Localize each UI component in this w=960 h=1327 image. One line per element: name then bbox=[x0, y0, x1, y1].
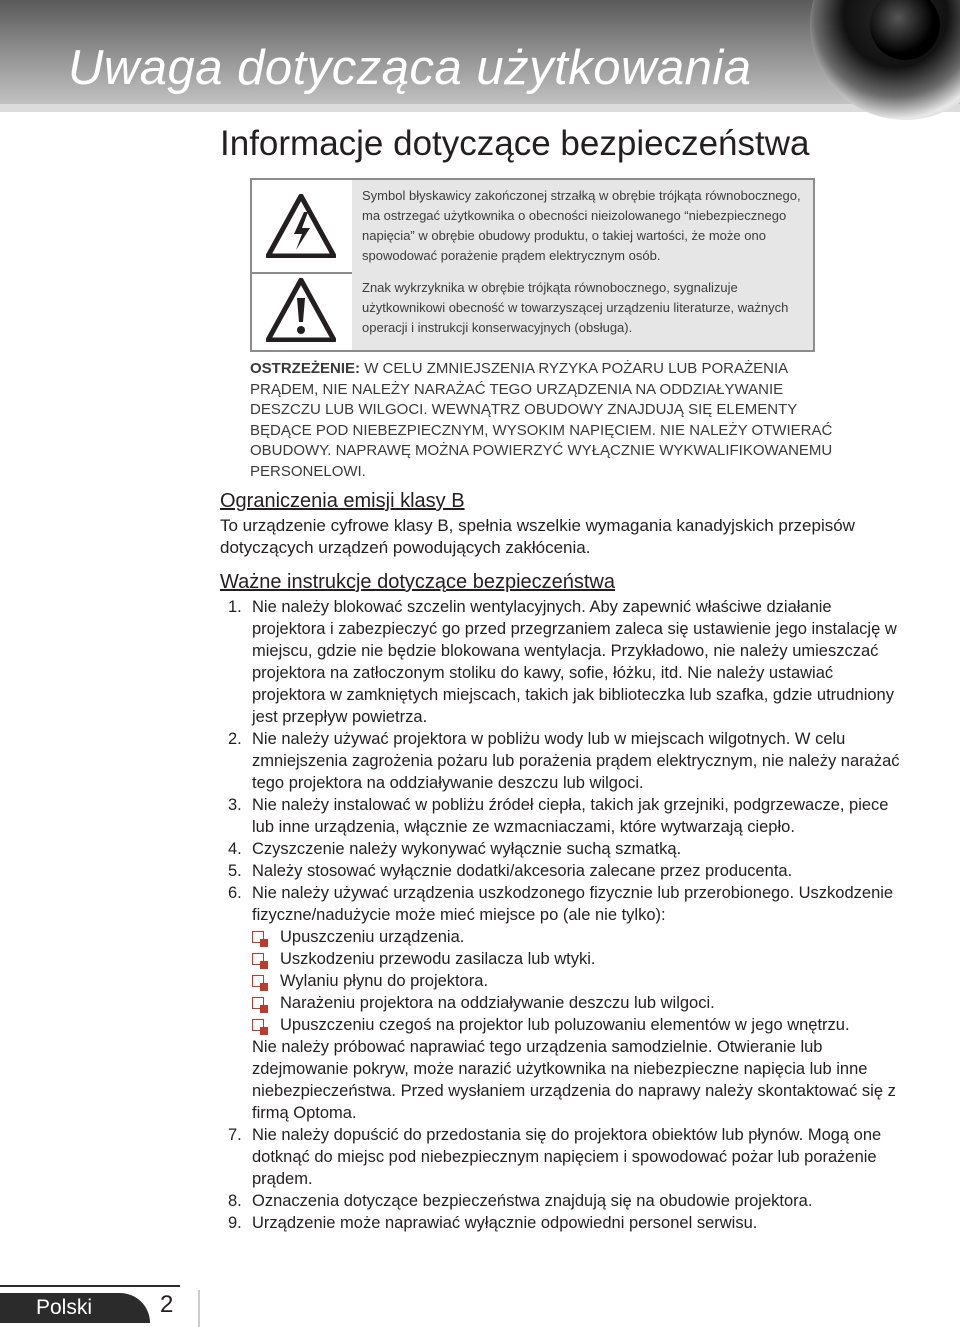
list-item bbox=[228, 794, 908, 838]
list-item bbox=[228, 860, 908, 882]
list-item bbox=[228, 1124, 908, 1190]
bullet-item bbox=[252, 970, 908, 992]
icon-cell bbox=[252, 180, 354, 272]
checkbox-bullet-icon bbox=[252, 953, 264, 965]
list-item bbox=[228, 838, 908, 860]
checkbox-bullet-icon bbox=[252, 975, 264, 987]
item-text: Nie należy blokować szczelin wentylacyjnych. Aby zapewnić właściwe działanie projektora i zabezpieczyć go przed przegrzaniem zaleca się ustawienie jego instalację w miejscu, gdzie nie będzie blokowana wentylacja. Przykładowo, nie należy umieszczać projektora na zatłoczonym stoliku do kawy, sofie, łóżku, itd. Nie należy ustawiać projektora w zamkniętych miejscach, takich jak biblioteczka lub szafka, gdzie utrudniony jest przepływ powietrza. bbox=[252, 598, 897, 726]
item-number: 8. bbox=[228, 1192, 242, 1210]
list-item bbox=[228, 1190, 908, 1212]
damage-bullet-list bbox=[252, 926, 908, 1036]
item-number: 1. bbox=[228, 598, 242, 616]
item-text: Nie należy instalować w pobliżu źródeł ciepła, takich jak grzejniki, podgrzewacze, piece lub inne urządzenia, włącznie ze wzmacniaczami, które wytwarzają ciepło. bbox=[252, 796, 889, 836]
safety-symbols-table bbox=[250, 178, 815, 352]
item-followup-text: Nie należy próbować naprawiać tego urządzenia samodzielnie. Otwieranie lub zdejmowanie pokryw, może narazić użytkownika na niebezpieczne napięcia lub inne niebezpieczeństwa. Przed wysłaniem urządzenia do naprawy należy skontaktować się z firmą Optoma. bbox=[252, 1038, 896, 1122]
language-label: Polski bbox=[36, 1296, 93, 1319]
footer-rule bbox=[0, 1285, 180, 1287]
bullet-item bbox=[252, 926, 908, 948]
header-shine bbox=[0, 104, 960, 112]
checkbox-bullet-icon bbox=[252, 997, 264, 1009]
warning-notice bbox=[250, 359, 850, 482]
item-number: 7. bbox=[228, 1126, 242, 1144]
item-text: Oznaczenia dotyczące bezpieczeństwa znajdują się na obudowie projektora. bbox=[252, 1192, 813, 1210]
page-number: 2 bbox=[160, 1291, 174, 1318]
class-b-title: Ograniczenia emisji klasy B bbox=[220, 490, 465, 512]
exclamation-description: Znak wykrzyknika w obrębie trójkąta równobocznego, sygnalizuje użytkownikowi obecność w towarzyszącej urządzeniu literaturze, ważnych operacji i instrukcji konserwacyjnych (obsługa). bbox=[352, 272, 813, 350]
item-number: 2. bbox=[228, 730, 242, 748]
table-row-exclamation bbox=[252, 272, 813, 350]
item-text: Nie należy używać projektora w pobliżu wody lub w miejscach wilgotnych. W celu zmniejszenia zagrożenia pożaru lub porażenia prądem elektrycznym, nie należy narażać tego projektora na oddziaływanie deszczu lub wilgoci. bbox=[252, 730, 900, 792]
list-item bbox=[228, 728, 908, 794]
warning-text: W CELU ZMNIEJSZENIA RYZYKA POŻARU LUB PORAŻENIA PRĄDEM, NIE NALEŻY NARAŻAĆ TEGO URZĄDZENIA NA ODDZIAŁYWANIE DESZCZU LUB WILGOCI. WEWNĄTRZ OBUDOWY ZNAJDUJĄ SIĘ ELEMENTY BĘDĄCE POD NIEBEZPIECZNYM, WYSOKIM NAPIĘCIEM. NIE NALEŻY OTWIERAĆ OBUDOWY. NAPRAWĘ MOŻNA POWIERZYĆ WYŁĄCZNIE WYKWALIFIKOWANEMU PERSONELOWI. bbox=[250, 360, 833, 480]
lightning-triangle-icon bbox=[266, 194, 336, 258]
checkbox-bullet-icon bbox=[252, 1019, 264, 1031]
instructions-title: Ważne instrukcje dotyczące bezpieczeństwa bbox=[220, 571, 615, 593]
bullet-item bbox=[252, 992, 908, 1014]
item-number: 3. bbox=[228, 796, 242, 814]
page-title: Uwaga dotycząca użytkowania bbox=[68, 41, 752, 95]
bullet-text: Upuszczeniu czegoś na projektor lub poluzowaniu elementów w jego wnętrzu. bbox=[280, 1016, 850, 1034]
section-title: Informacje dotyczące bezpieczeństwa bbox=[220, 124, 810, 163]
item-number: 6. bbox=[228, 884, 242, 902]
item-number: 9. bbox=[228, 1214, 242, 1232]
class-b-text: To urządzenie cyfrowe klasy B, spełnia wszelkie wymagania kanadyjskich przepisów dotyczących urządzeń powodujących zakłócenia. bbox=[220, 516, 855, 557]
list-item bbox=[228, 882, 908, 1124]
bullet-text: Uszkodzeniu przewodu zasilacza lub wtyki. bbox=[280, 950, 596, 968]
instructions-list bbox=[228, 596, 908, 1234]
item-number: 5. bbox=[228, 862, 242, 880]
bullet-item bbox=[252, 948, 908, 970]
exclamation-triangle-icon bbox=[266, 278, 336, 342]
item-text: Należy stosować wyłącznie dodatki/akcesoria zalecane przez producenta. bbox=[252, 862, 793, 880]
bullet-text: Narażeniu projektora na oddziaływanie deszczu lub wilgoci. bbox=[280, 994, 715, 1012]
bullet-text: Wylaniu płynu do projektora. bbox=[280, 972, 489, 990]
checkbox-bullet-icon bbox=[252, 931, 264, 943]
lightning-description: Symbol błyskawicy zakończonej strzałką w obrębie trójkąta równobocznego, ma ostrzegać użytkownika o obecności nieizolowanego “niebezpiecznego napięcia” w obrębie obudowy produktu, o takiej wartości, że może ono spowodować porażenie prądem elektrycznym osób. bbox=[352, 180, 813, 272]
language-tab bbox=[0, 1293, 150, 1323]
list-item bbox=[228, 596, 908, 728]
item-text: Nie należy dopuścić do przedostania się do projektora obiektów lub płynów. Mogą one dotknąć do miejsc pod niebezpiecznym napięciem i spowodować pożar lub porażenie prądem. bbox=[252, 1126, 882, 1188]
item-text: Czyszczenie należy wykonywać wyłącznie suchą szmatką. bbox=[252, 840, 682, 858]
item-text: Urządzenie może naprawiać wyłącznie odpowiedni personel serwisu. bbox=[252, 1214, 758, 1232]
icon-cell bbox=[252, 272, 354, 350]
warning-label: OSTRZEŻENIE: bbox=[250, 360, 361, 377]
bullet-text: Upuszczeniu urządzenia. bbox=[280, 928, 465, 946]
table-row-lightning bbox=[252, 180, 813, 274]
footer-divider bbox=[198, 1290, 200, 1327]
list-item bbox=[228, 1212, 908, 1234]
item-text: Nie należy używać urządzenia uszkodzonego fizycznie lub przerobionego. Uszkodzenie fizyczne/nadużycie może mieć miejsce po (ale nie tylko): bbox=[252, 884, 894, 924]
bullet-item bbox=[252, 1014, 908, 1036]
item-number: 4. bbox=[228, 840, 242, 858]
